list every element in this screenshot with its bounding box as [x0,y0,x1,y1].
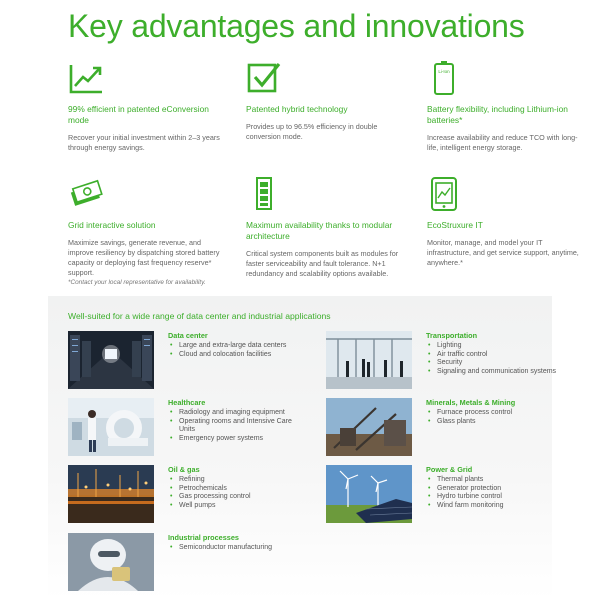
oil-gas-photo [68,465,154,523]
advantage-body: Provides up to 96.5% efficiency in double conversion mode. [246,122,378,141]
advantage-body: Increase availability and reduce TCO with long-life, intelligent energy storage. [427,133,578,152]
modular-battery-icon [246,176,282,212]
application-category: Power & Grid [426,465,473,474]
list-item: • Cloud and colocation facilities [179,351,308,360]
advantage-body: Monitor, manage, and model your IT infrastructure, and get service support, anytime, anywhere.* [427,238,579,267]
advantage-heading: Battery flexibility, including Lithium-ion batteries* [427,104,568,125]
list-item: • Security [437,359,566,368]
tablet-icon [427,176,463,212]
money-icon [68,176,104,212]
list-item: • Operating rooms and Intensive Care Units [179,418,308,435]
industrial-photo [68,533,154,591]
mining-photo [326,398,412,456]
advantage-body: Critical system components built as modules for faster serviceability and fault tolerance. N+1 redundancy and scalability options available. [246,249,399,278]
applications-title: Well-suited for a wide range of data center and industrial applications [68,311,331,321]
trend-chart-icon [68,60,104,96]
list-item: • Signaling and communication systems [437,368,566,377]
battery-label: Li-Ion [438,69,450,74]
list-item: • Generator protection [437,485,566,494]
list-item: • Air traffic control [437,351,566,360]
application-category: Transportation [426,331,478,340]
list-item: • Hydro turbine control [437,493,566,502]
advantage-battery [427,60,587,153]
advantage-heading: Maximum availability thanks to modular architecture [246,220,393,241]
list-item: • Well pumps [179,502,308,511]
healthcare-photo [68,398,154,456]
power-grid-photo [326,465,412,523]
list-item: • Refining [179,476,308,485]
application-category: Industrial processes [168,533,239,542]
advantage-efficiency [68,60,228,153]
transportation-photo [326,331,412,389]
advantage-hybrid [246,60,406,142]
list-item: • Semiconductor manufacturing [179,544,308,553]
application-category: Oil & gas [168,465,200,474]
list-item: • Emergency power systems [179,435,308,444]
application-list [168,409,308,443]
application-list [168,342,308,359]
list-item: • Large and extra-large data centers [179,342,308,351]
battery-icon [427,60,463,96]
list-item: • Radiology and imaging equipment [179,409,308,418]
application-list [426,342,566,376]
checkbox-icon [246,60,282,96]
list-item: • Furnace process control [437,409,566,418]
list-item: • Lighting [437,342,566,351]
application-category: Minerals, Metals & Mining [426,398,516,407]
list-item: • Glass plants [437,418,566,427]
application-list [426,409,566,426]
application-list [168,476,308,510]
advantage-heading: 99% efficient in patented eConversion mode [68,104,209,125]
application-category: Healthcare [168,398,206,407]
advantage-heading: Patented hybrid technology [246,104,348,114]
data-center-photo [68,331,154,389]
list-item: • Gas processing control [179,493,308,502]
advantage-heading: EcoStruxure IT [427,220,483,230]
application-list [168,544,308,553]
list-item: • Wind farm monitoring [437,502,566,511]
advantage-body: Recover your initial investment within 2–3 years through energy savings. [68,133,220,152]
footnote: *Contact your local representative for availability. [68,279,206,286]
advantage-body: Maximize savings, generate revenue, and improve resiliency by dispatching stored battery capacity or deploying fast frequency reserve* support. [68,238,220,277]
list-item: • Petrochemicals [179,485,308,494]
page-title: Key advantages and innovations [68,8,525,44]
application-category: Data center [168,331,208,340]
advantage-heading: Grid interactive solution [68,220,156,230]
list-item: • Thermal plants [437,476,566,485]
advantage-modular [246,176,406,279]
advantage-ecostruxure [427,176,587,268]
advantage-grid [68,176,228,278]
application-list [426,476,566,510]
